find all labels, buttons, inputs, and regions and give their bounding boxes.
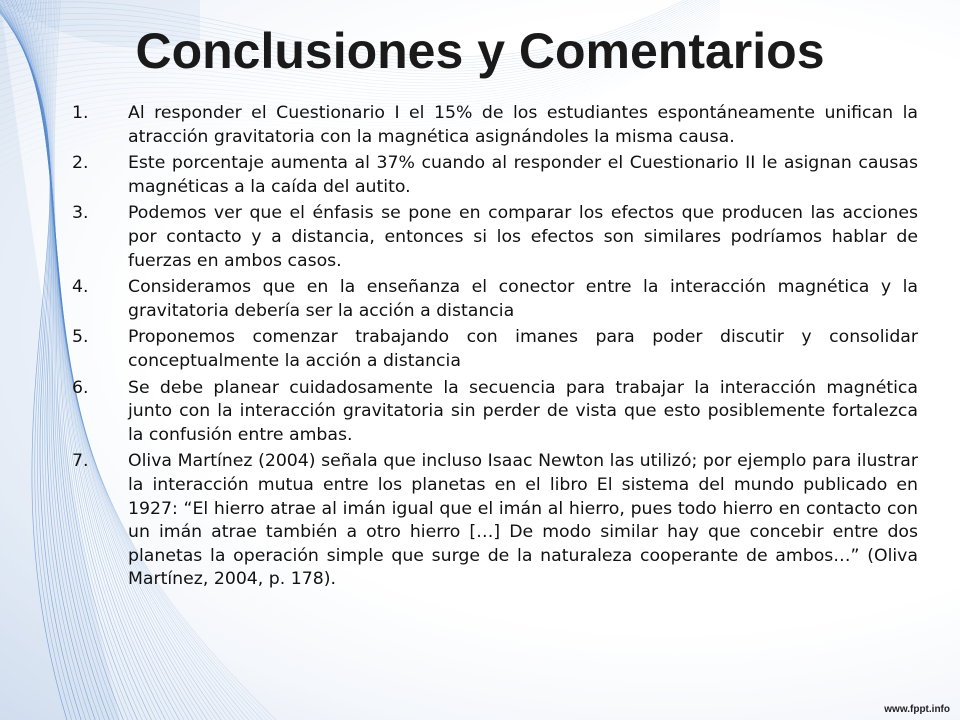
conclusions-list [72,102,918,595]
list-item [72,326,918,373]
list-item-text: Oliva Martínez (2004) señala que incluso Isaac Newton las utilizó; por ejemplo para ilustrar la interacción mutua entre los planetas en el libro El sistema del mundo publicado en 1927: “El hierro atrae al imán igual que el imán al hierro, pues todo hierro en contacto con un imán atrae también a otro hierro […] De modo similar hay que concebir entre dos planetas la operación simple que surge de la naturaleza cooperante de ambos…” (Oliva Martínez, 2004, p. 178). [128,451,918,590]
list-item-text: Este porcentaje aumenta al 37% cuando al responder el Cuestionario II le asignan causas magnéticas a la caída del autito. [128,153,918,197]
list-item [72,202,918,273]
list-item [72,152,918,199]
list-item-number: 1. [72,103,89,123]
list-item-number: 7. [72,451,89,472]
list-item [72,276,918,323]
list-item [72,102,918,149]
list-item-text: Se debe planear cuidadosamente la secuencia para trabajar la interacción magnética junto con la interacción gravitatoria sin perder de vista que esto posiblemente fortalezca la confusión entre ambas. [128,377,918,445]
list-item-text: Consideramos que en la enseñanza el conector entre la interacción magnética y la gravitatoria debería ser la acción a distancia [128,277,918,321]
list-item [72,450,918,592]
list-item [72,377,918,448]
watermark-text: www.fppt.info [884,704,950,715]
list-item-number: 4. [72,277,89,298]
list-item-text: Al responder el Cuestionario I el 15% de los estudiantes espontáneamente unifican la atracción gravitatoria con la magnética asignándoles la misma causa. [128,103,918,147]
list-item-text: Podemos ver que el énfasis se pone en comparar los efectos que producen las acciones por contacto y a distancia, entonces si los efectos son similares podríamos hablar de fuerzas en ambos casos. [128,203,918,271]
list-item-number: 3. [72,203,89,224]
slide-title: Conclusiones y Comentarios [135,23,825,79]
list-item-text: Proponemos comenzar trabajando con imanes para poder discutir y consolidar conceptualmente la acción a distancia [128,327,918,371]
list-item-number: 5. [72,327,89,348]
list-item-number: 2. [72,153,89,174]
list-item-number: 6. [72,377,89,398]
